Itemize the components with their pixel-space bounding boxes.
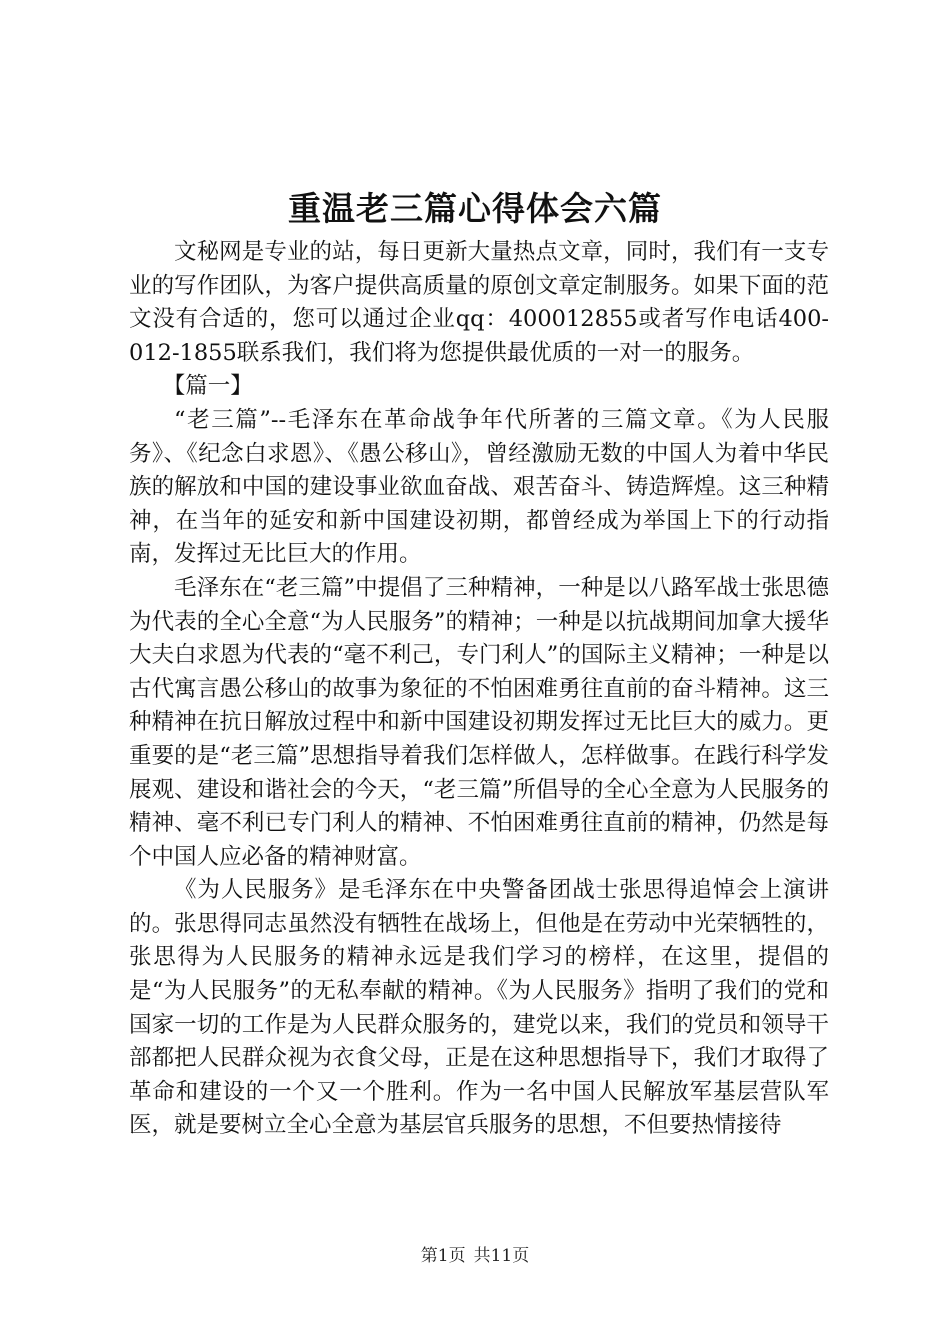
intro-paragraph: 文秘网是专业的站，每日更新大量热点文章，同时，我们有一支专业的写作团队，为客户提供高质量的原创文章定制服务。如果下面的范文没有合适的，您可以通过企业qq：400012855或者写作电话400-012-1855联系我们，我们将为您提供最优质的一对一的服务。	[129, 239, 829, 366]
page-number: 第1页	[420, 1246, 466, 1266]
page-footer	[0, 1244, 950, 1268]
body-paragraph: “老三篇”--毛泽东在革命战争年代所著的三篇文章。《为人民服务》、《纪念白求恩》、《愚公移山》，曾经激励无数的中国人为着中华民族的解放和中国的建设事业欲血奋战、艰苦奋斗、铸造辉煌。这三种精神，在当年的延安和新中国建设初期，都曾经成为举国上下的行动指南，发挥过无比巨大的作用。	[129, 406, 829, 568]
page-count: 共11页	[473, 1246, 530, 1266]
body-paragraph: 毛泽东在“老三篇”中提倡了三种精神，一种是以八路军战士张思德为代表的全心全意“为人民服务”的精神；一种是以抗战期间加拿大援华大夫白求恩为代表的“毫不利己，专门利人”的国际主义精神；一种是以古代寓言愚公移山的故事为象征的不怕困难勇往直前的奋斗精神。这三种精神在抗日解放过程中和新中国建设初期发挥过无比巨大的威力。更重要的是“老三篇”思想指导着我们怎样做人，怎样做事。在践行科学发展观、建设和谐社会的今天，“老三篇”所倡导的全心全意为人民服务的精神、毫不利已专门利人的精神、不怕困难勇往直前的精神，仍然是每个中国人应必备的精神财富。	[129, 574, 829, 870]
body-paragraph: 《为人民服务》是毛泽东在中央警备团战士张思得追悼会上演讲的。张思得同志虽然没有牺牲在战场上，但他是在劳动中光荣牺牲的，张思得为人民服务的精神永远是我们学习的榜样，在这里，提倡的是“为人民服务”的无私奉献的精神。《为人民服务》指明了我们的党和国家一切的工作是为人民群众服务的，建党以来，我们的党员和领导干部都把人民群众视为衣食父母，正是在这种思想指导下，我们才取得了革命和建设的一个又一个胜利。作为一名中国人民解放军基层营队军医，就是要树立全心全意为基层官兵服务的思想，不但要热情接待	[129, 877, 829, 1139]
document-body	[129, 236, 829, 1143]
document-title: 重温老三篇心得体会六篇	[288, 189, 662, 228]
section-label: 【篇一】	[162, 373, 253, 400]
